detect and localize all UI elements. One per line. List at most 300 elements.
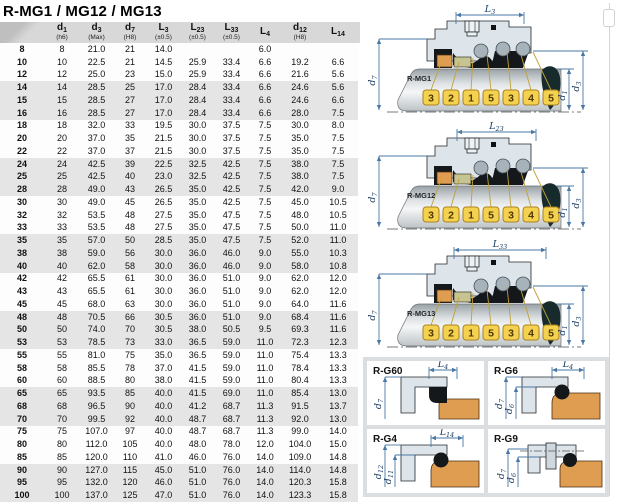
table-cell: 30.0 <box>154 247 173 258</box>
table-cell: 9.0 <box>258 286 272 297</box>
table-cell: 35.0 <box>291 145 309 156</box>
table-cell: 35 <box>16 235 27 246</box>
table-cell: 48.7 <box>188 426 207 437</box>
svg-text:3: 3 <box>428 327 434 340</box>
table-cell: 25.0 <box>87 69 106 80</box>
table-cell: 50 <box>16 324 27 335</box>
table-cell: 35.0 <box>188 209 207 220</box>
table-cell: 10.8 <box>329 260 347 271</box>
table-cell: 33 <box>16 222 27 233</box>
seal-face <box>454 57 471 67</box>
table-row <box>0 158 358 171</box>
table-cell: 78.0 <box>222 439 241 450</box>
spring <box>496 159 510 173</box>
table-cell: 37 <box>124 145 135 156</box>
table-cell: 11.3 <box>256 400 274 411</box>
table-row <box>0 375 358 388</box>
table-row <box>0 56 358 69</box>
table-cell: 9.5 <box>258 324 272 335</box>
diagram-r-g4 <box>367 429 484 493</box>
part-number-tag <box>463 325 479 340</box>
table-cell: 35 <box>56 235 67 246</box>
table-cell: 76.0 <box>222 477 241 488</box>
table-cell: 21 <box>124 56 135 67</box>
table-cell: 23 <box>124 69 135 80</box>
table-cell: 7.5 <box>331 158 345 169</box>
table-cell: 78 <box>124 362 135 373</box>
table-cell: 41.5 <box>188 388 207 399</box>
table-cell: 48.0 <box>188 439 207 450</box>
table-cell: 27 <box>124 94 135 105</box>
table-cell: 28.4 <box>188 94 207 105</box>
svg-text:d11: d11 <box>383 469 395 485</box>
table-cell: 25.9 <box>188 69 207 80</box>
table-cell: 38 <box>56 247 67 258</box>
svg-text:1: 1 <box>468 92 474 105</box>
table-cell: 51.0 <box>222 273 241 284</box>
table-cell: 120 <box>122 477 138 488</box>
table-cell: 72.3 <box>291 337 309 348</box>
table-cell: 51.0 <box>188 490 207 501</box>
table-cell: 7.5 <box>258 133 272 144</box>
svg-text:2: 2 <box>448 92 454 105</box>
table-cell: 36.0 <box>188 260 207 271</box>
spring <box>496 42 510 56</box>
table-cell: 59.0 <box>87 247 106 258</box>
table-cell: 48.7 <box>188 413 207 424</box>
column-header: $d_7$ (H8) <box>123 22 137 42</box>
table-cell: 42.5 <box>222 196 241 207</box>
column-header: $L_{14}$ <box>331 26 345 38</box>
svg-text:L33: L33 <box>492 240 508 251</box>
svg-text:1: 1 <box>468 209 474 222</box>
table-cell: 19.2 <box>291 56 309 67</box>
table-cell: 14.0 <box>329 426 347 437</box>
table-cell: 8 <box>59 43 65 54</box>
table-cell: 40.0 <box>154 413 173 424</box>
table-cell: 7.5 <box>258 196 272 207</box>
table-cell: 85.5 <box>87 362 106 373</box>
part-number-tag <box>523 325 539 340</box>
svg-text:5: 5 <box>488 327 494 340</box>
table-cell: 76.0 <box>222 464 241 475</box>
table-cell: 49.0 <box>87 184 106 195</box>
table-row <box>0 209 358 222</box>
table-cell: 62.0 <box>87 260 106 271</box>
table-cell: 15.8 <box>329 490 347 501</box>
table-cell: 65.5 <box>87 286 106 297</box>
table-row <box>0 69 358 82</box>
table-cell: 69.3 <box>291 324 309 335</box>
table-cell: 17.0 <box>154 107 173 118</box>
table-cell: 6.6 <box>258 82 272 93</box>
svg-text:3: 3 <box>428 92 434 105</box>
svg-text:4: 4 <box>528 209 534 222</box>
table-cell: 11.0 <box>256 349 274 360</box>
table-cell: 12.0 <box>329 286 347 297</box>
o-ring <box>563 453 577 467</box>
table-cell: 13.0 <box>329 413 347 424</box>
table-cell: 36.0 <box>188 286 207 297</box>
table-cell: 52.0 <box>291 235 309 246</box>
table-cell: 37.5 <box>222 120 241 131</box>
table-cell: 76.0 <box>222 490 241 501</box>
table-cell: 30.5 <box>154 324 173 335</box>
table-cell: 58 <box>16 362 27 373</box>
table-row <box>0 438 358 451</box>
table-cell: 10.5 <box>329 209 347 220</box>
diagram-panel <box>361 0 617 500</box>
table-cell: 40.0 <box>154 426 173 437</box>
table-cell: 120.3 <box>288 477 312 488</box>
table-cell: 49.0 <box>87 196 106 207</box>
svg-text:L14: L14 <box>439 429 455 439</box>
table-cell: 24 <box>56 158 67 169</box>
table-cell: 13.0 <box>329 388 347 399</box>
part-number-tag <box>423 90 439 105</box>
table-cell: 5.6 <box>331 69 345 80</box>
table-cell: 45 <box>16 298 27 309</box>
table-cell: 11.0 <box>329 235 347 246</box>
table-cell: 137.0 <box>85 490 108 501</box>
table-cell: 30.0 <box>154 286 173 297</box>
diagram-label: R-G9 <box>494 434 518 445</box>
svg-text:3: 3 <box>508 209 514 222</box>
svg-text:d7: d7 <box>494 398 506 410</box>
table-cell: 42 <box>56 273 67 284</box>
table-row <box>0 260 358 273</box>
table-cell: 109.0 <box>288 451 312 462</box>
part-number-tag <box>443 325 459 340</box>
table-cell: 48 <box>56 311 67 322</box>
seat-ring <box>437 172 452 184</box>
table-cell: 58 <box>124 260 135 271</box>
table-cell: 53.5 <box>87 209 106 220</box>
table-cell: 22 <box>56 145 67 156</box>
table-cell: 30.0 <box>154 298 173 309</box>
column-header: $L_{23}$ (±0.5) <box>189 22 206 42</box>
table-cell: 58.0 <box>291 260 309 271</box>
diagram-label: R-G6 <box>494 366 518 377</box>
svg-text:L4: L4 <box>437 361 449 371</box>
diagram-r-mg12 <box>361 122 611 235</box>
table-cell: 80.4 <box>291 375 309 386</box>
table-cell: 90 <box>16 464 27 475</box>
table-cell: 28 <box>56 184 67 195</box>
o-ring <box>434 453 449 468</box>
table-cell: 38 <box>16 247 27 258</box>
spring <box>474 161 488 175</box>
table-cell: 65 <box>56 388 67 399</box>
table-cell: 70 <box>124 324 135 335</box>
table-cell: 40 <box>16 260 27 271</box>
table-cell: 38.0 <box>291 171 309 182</box>
table-cell: 6.6 <box>331 94 345 105</box>
part-number-tag <box>503 90 519 105</box>
table-cell: 40.0 <box>154 439 173 450</box>
table-cell: 62.0 <box>291 286 309 297</box>
table-row <box>0 183 358 196</box>
table-cell: 37.5 <box>222 133 241 144</box>
table-cell: 21.0 <box>87 43 106 54</box>
table-cell: 28.4 <box>188 107 207 118</box>
table-cell: 22 <box>16 145 27 156</box>
table-cell: 12.0 <box>329 273 347 284</box>
table-cell: 10 <box>16 56 27 67</box>
table-cell: 7.5 <box>331 171 345 182</box>
table-cell: 30.0 <box>154 260 173 271</box>
svg-text:2: 2 <box>448 209 454 222</box>
table-cell: 68.0 <box>87 298 106 309</box>
table-cell: 68.7 <box>222 426 241 437</box>
table-cell: 110 <box>122 451 138 462</box>
table-cell: 7.5 <box>258 209 272 220</box>
part-number-tag <box>423 207 439 222</box>
table-cell: 30.5 <box>154 311 173 322</box>
table-cell: 35.0 <box>188 184 207 195</box>
table-cell: 36.0 <box>188 298 207 309</box>
table-cell: 11.0 <box>256 337 274 348</box>
table-row <box>0 324 358 337</box>
spring <box>496 277 510 291</box>
table-cell: 7.5 <box>258 158 272 169</box>
table-cell: 85 <box>16 451 27 462</box>
table-row <box>0 362 358 375</box>
table-cell: 12 <box>56 69 67 80</box>
table-cell: 45 <box>56 298 67 309</box>
table-cell: 7.5 <box>258 184 272 195</box>
svg-text:d6: d6 <box>504 403 516 415</box>
table-cell: 104.0 <box>288 439 312 450</box>
table-cell: 28.0 <box>291 107 309 118</box>
table-cell: 36.0 <box>188 311 207 322</box>
table-cell: 115 <box>122 464 138 475</box>
table-cell: 60 <box>56 375 67 386</box>
table-cell: 53 <box>16 337 27 348</box>
table-cell: 24.6 <box>291 94 309 105</box>
table-cell: 30 <box>16 196 27 207</box>
table-cell: 28.5 <box>87 94 106 105</box>
table-cell: 42.5 <box>222 171 241 182</box>
table-cell: 13.3 <box>329 349 347 360</box>
table-cell: 96.5 <box>87 400 106 411</box>
table-cell: 61 <box>124 286 135 297</box>
column-header: $d_1$ (h6) <box>56 22 68 42</box>
table-cell: 7.5 <box>331 145 345 156</box>
table-cell: 132.0 <box>85 477 108 488</box>
table-cell: 75 <box>56 426 67 437</box>
column-header: $L_3$ (±0.5) <box>155 22 172 42</box>
table-cell: 42.0 <box>291 184 309 195</box>
table-cell: 73 <box>124 337 135 348</box>
table-cell: 7.5 <box>331 133 345 144</box>
table-row <box>0 489 358 502</box>
table-cell: 22.5 <box>87 56 106 67</box>
table-cell: 11.6 <box>329 311 347 322</box>
table-cell: 13.7 <box>329 400 347 411</box>
table-cell: 76.0 <box>222 451 241 462</box>
svg-text:d6: d6 <box>506 472 518 484</box>
table-row <box>0 464 358 477</box>
table-cell: 81.0 <box>87 349 106 360</box>
table-cell: 8.0 <box>331 120 345 131</box>
table-row <box>0 311 358 324</box>
table-cell: 42.5 <box>87 158 106 169</box>
table-row <box>0 43 358 56</box>
diagram-label: R-MG1 <box>407 74 432 83</box>
table-cell: 36.0 <box>188 247 207 258</box>
table-cell: 35.0 <box>188 196 207 207</box>
table-row <box>0 94 358 107</box>
table-header <box>0 22 360 43</box>
table-cell: 42 <box>16 273 27 284</box>
svg-text:L23: L23 <box>489 122 504 133</box>
table-cell: 41.5 <box>188 362 207 373</box>
table-cell: 7.5 <box>258 145 272 156</box>
table-cell: 35.0 <box>291 133 309 144</box>
table-cell: 11.3 <box>256 413 274 424</box>
table-cell: 22.5 <box>154 158 173 169</box>
table-cell: 21.6 <box>291 69 309 80</box>
table-cell: 51.0 <box>188 477 207 488</box>
table-cell: 19.5 <box>154 120 173 131</box>
table-cell: 33 <box>124 120 135 131</box>
table-cell: 37.0 <box>154 362 173 373</box>
table-cell: 28.5 <box>154 235 173 246</box>
table-cell: 38.0 <box>291 158 309 169</box>
table-cell: 13.3 <box>329 362 347 373</box>
table-cell: 18 <box>56 120 67 131</box>
table-cell: 12.0 <box>256 439 274 450</box>
table-cell: 6.6 <box>258 94 272 105</box>
diagram-label: R-MG13 <box>407 309 436 318</box>
table-cell: 14.0 <box>256 464 274 475</box>
diagram-r-g6 <box>488 361 605 425</box>
table-cell: 14 <box>56 82 67 93</box>
table-cell: 55 <box>16 349 27 360</box>
table-cell: 30.0 <box>291 120 309 131</box>
table-cell: 85.4 <box>291 388 309 399</box>
table-cell: 16 <box>16 107 27 118</box>
table-cell: 41.0 <box>154 451 173 462</box>
part-number-tag <box>463 207 479 222</box>
table-cell: 112.0 <box>85 439 108 450</box>
table-cell: 16 <box>56 107 67 118</box>
svg-text:d7: d7 <box>496 468 508 480</box>
part-number-tag <box>443 207 459 222</box>
table-cell: 68.7 <box>222 400 241 411</box>
table-row <box>0 349 358 362</box>
table-cell: 24.6 <box>291 82 309 93</box>
table-cell: 25 <box>124 82 135 93</box>
table-cell: 64.0 <box>291 298 309 309</box>
table-row <box>0 400 358 413</box>
table-cell: 93.5 <box>87 388 106 399</box>
table-cell: 37.0 <box>87 145 106 156</box>
table-cell: 36.5 <box>188 337 207 348</box>
table-cell: 114.0 <box>289 464 311 475</box>
table-cell: 51.0 <box>222 298 241 309</box>
table-cell: 11.0 <box>256 388 274 399</box>
spring <box>516 42 530 56</box>
table-cell: 80 <box>56 439 67 450</box>
table-cell: 70 <box>16 413 27 424</box>
svg-text:5: 5 <box>548 209 554 222</box>
table-cell: 46.0 <box>188 451 207 462</box>
table-cell: 97 <box>124 426 135 437</box>
table-cell: 85 <box>56 451 67 462</box>
table-cell: 78.4 <box>291 362 309 373</box>
table-cell: 15.0 <box>154 69 173 80</box>
table-row <box>0 107 358 120</box>
table-cell: 53 <box>56 337 67 348</box>
table-cell: 11.3 <box>256 426 274 437</box>
table-cell: 36.0 <box>188 273 207 284</box>
table-row <box>0 132 358 145</box>
table-cell: 68.7 <box>222 413 241 424</box>
table-cell: 105 <box>122 439 138 450</box>
table-cell: 74.0 <box>87 324 106 335</box>
part-number-tag <box>443 90 459 105</box>
table-cell: 8 <box>19 43 25 54</box>
table-cell: 35.0 <box>188 222 207 233</box>
table-cell: 15 <box>56 94 67 105</box>
table-row <box>0 413 358 426</box>
column-header: $d_{12}$ (H8) <box>293 22 307 42</box>
diagram-r-mg1 <box>361 5 611 118</box>
table-cell: 27.5 <box>154 222 173 233</box>
table-cell: 14.5 <box>154 56 173 67</box>
table-cell: 26.5 <box>154 184 173 195</box>
svg-text:d7: d7 <box>373 398 385 410</box>
table-cell: 99.0 <box>291 426 309 437</box>
o-ring <box>555 385 570 400</box>
table-cell: 37.5 <box>222 145 241 156</box>
table-cell: 92.0 <box>291 413 309 424</box>
table-cell: 20 <box>56 133 67 144</box>
svg-text:d3: d3 <box>571 316 583 327</box>
table-row <box>0 477 358 490</box>
table-cell: 9.0 <box>258 311 272 322</box>
table-cell: 7.5 <box>258 171 272 182</box>
table-cell: 6.6 <box>331 56 345 67</box>
table-cell: 30.0 <box>188 133 207 144</box>
table-cell: 78.5 <box>87 337 106 348</box>
table-cell: 57.0 <box>87 235 106 246</box>
table-cell: 63 <box>124 298 135 309</box>
table-cell: 10.3 <box>329 247 347 258</box>
table-cell: 32.5 <box>188 158 207 169</box>
table-cell: 11.6 <box>329 298 347 309</box>
table-cell: 42.5 <box>87 171 106 182</box>
table-cell: 14.8 <box>329 451 347 462</box>
table-cell: 100 <box>54 490 70 501</box>
part-number-tag <box>463 90 479 105</box>
diagram-label: R-G4 <box>373 434 397 445</box>
table-cell: 59.0 <box>222 375 241 386</box>
table-cell: 45.0 <box>291 196 309 207</box>
table-cell: 17.0 <box>154 82 173 93</box>
table-cell: 123.3 <box>288 490 312 501</box>
table-cell: 5.6 <box>331 82 345 93</box>
diagram-label: R-G60 <box>373 366 403 377</box>
table-cell: 15.8 <box>329 477 347 488</box>
table-cell: 11.0 <box>256 375 274 386</box>
diagram-r-g60 <box>367 361 484 425</box>
square-ring <box>429 387 447 403</box>
svg-text:d3: d3 <box>571 81 583 92</box>
table-cell: 37.0 <box>87 133 106 144</box>
